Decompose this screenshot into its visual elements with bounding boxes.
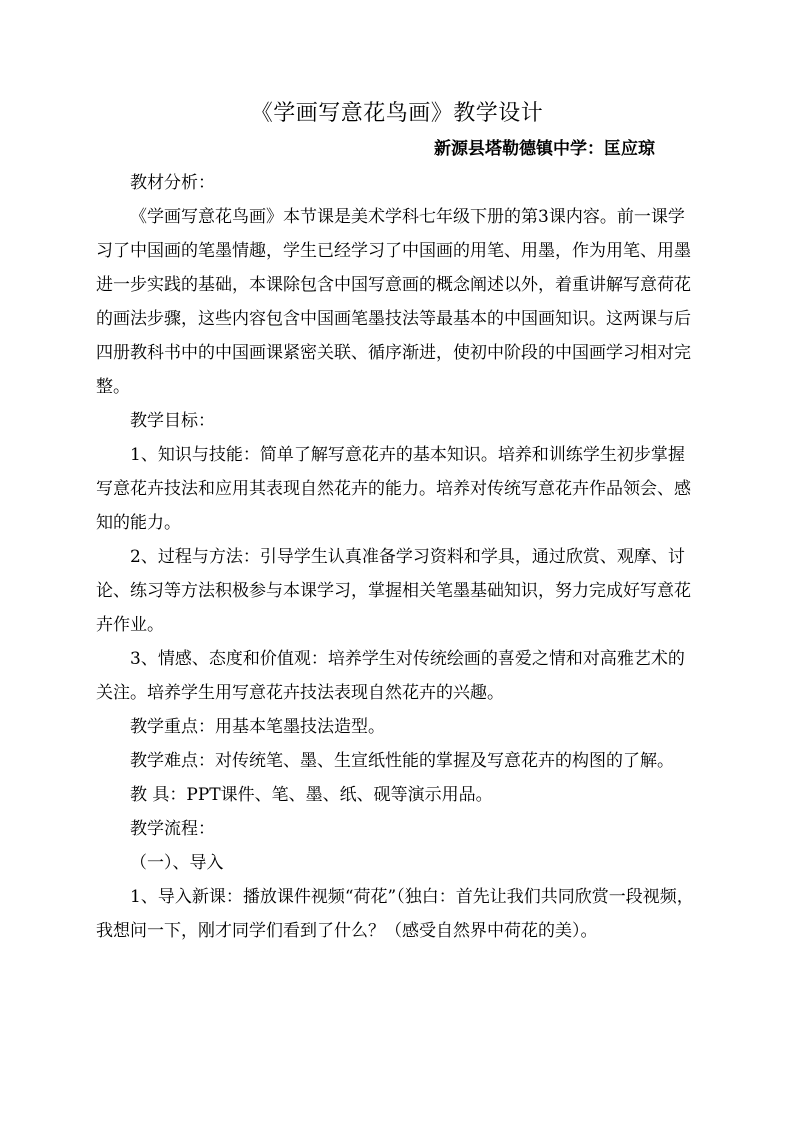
paragraph-goal-process-methods: 2、过程与方法：引导学生认真准备学习资料和学具，通过欣赏、观摩、讨论、练习等方法积极参与本课学习，掌握相关笔墨基础知识，努力完成好写意花卉作业。 [96,547,691,635]
document-title: 《学画写意花鸟画》教学设计 [250,101,544,126]
paragraph-introduction-new-lesson: 1、导入新课：播放课件视频“荷花”（独白：首先让我们共同欣赏一段视频，我想问一下，刚才同学们看到了什么？（感受自然界中荷花的美）。 [96,887,694,941]
section-heading-teaching-goals: 教学目标： [130,411,215,431]
paragraph-goal-emotion-values: 3、情感、态度和价值观：培养学生对传统绘画的喜爱之情和对高雅艺术的关注。培养学生用写意花卉技法表现自然花卉的兴趣。 [96,649,685,703]
section-heading-material-analysis: 教材分析： [130,173,215,193]
author-line: 新源县塔勒德镇中学：匡应琼 [434,139,655,159]
document-body [96,166,700,948]
paragraph-material-analysis: 《学画写意花鸟画》本节课是美术学科七年级下册的第3课内容。前一课学习了中国画的笔墨情趣，学生已经学习了中国画的用笔、用墨，作为用笔、用墨进一步实践的基础，本课除包含中国写意画的概念阐述以外，着重讲解写意荷花的画法步骤，这些内容包含中国画笔墨技法等最基本的中国画知识。这两课与后四册教科书中的中国画课紧密关联、循序渐进，使初中阶段的中国画学习相对完整。 [96,207,691,397]
paragraph-teaching-focus: 教学重点：用基本笔墨技法造型。 [130,717,385,737]
paragraph-teaching-difficulty: 教学难点：对传统笔、墨、生宣纸性能的掌握及写意花卉的构图的了解。 [130,751,674,771]
paragraph-teaching-aids: 教 具：PPT课件、笔、墨、纸、砚等演示用品。 [130,785,493,805]
section-heading-teaching-process: 教学流程： [130,819,215,839]
paragraph-goal-knowledge-skills: 1、知识与技能：简单了解写意花卉的基本知识。培养和训练学生初步掌握写意花卉技法和应用其表现自然花卉的能力。培养对传统写意花卉作品领会、感知的能力。 [96,445,691,533]
subsection-heading-introduction: （一）、导入 [130,853,224,873]
